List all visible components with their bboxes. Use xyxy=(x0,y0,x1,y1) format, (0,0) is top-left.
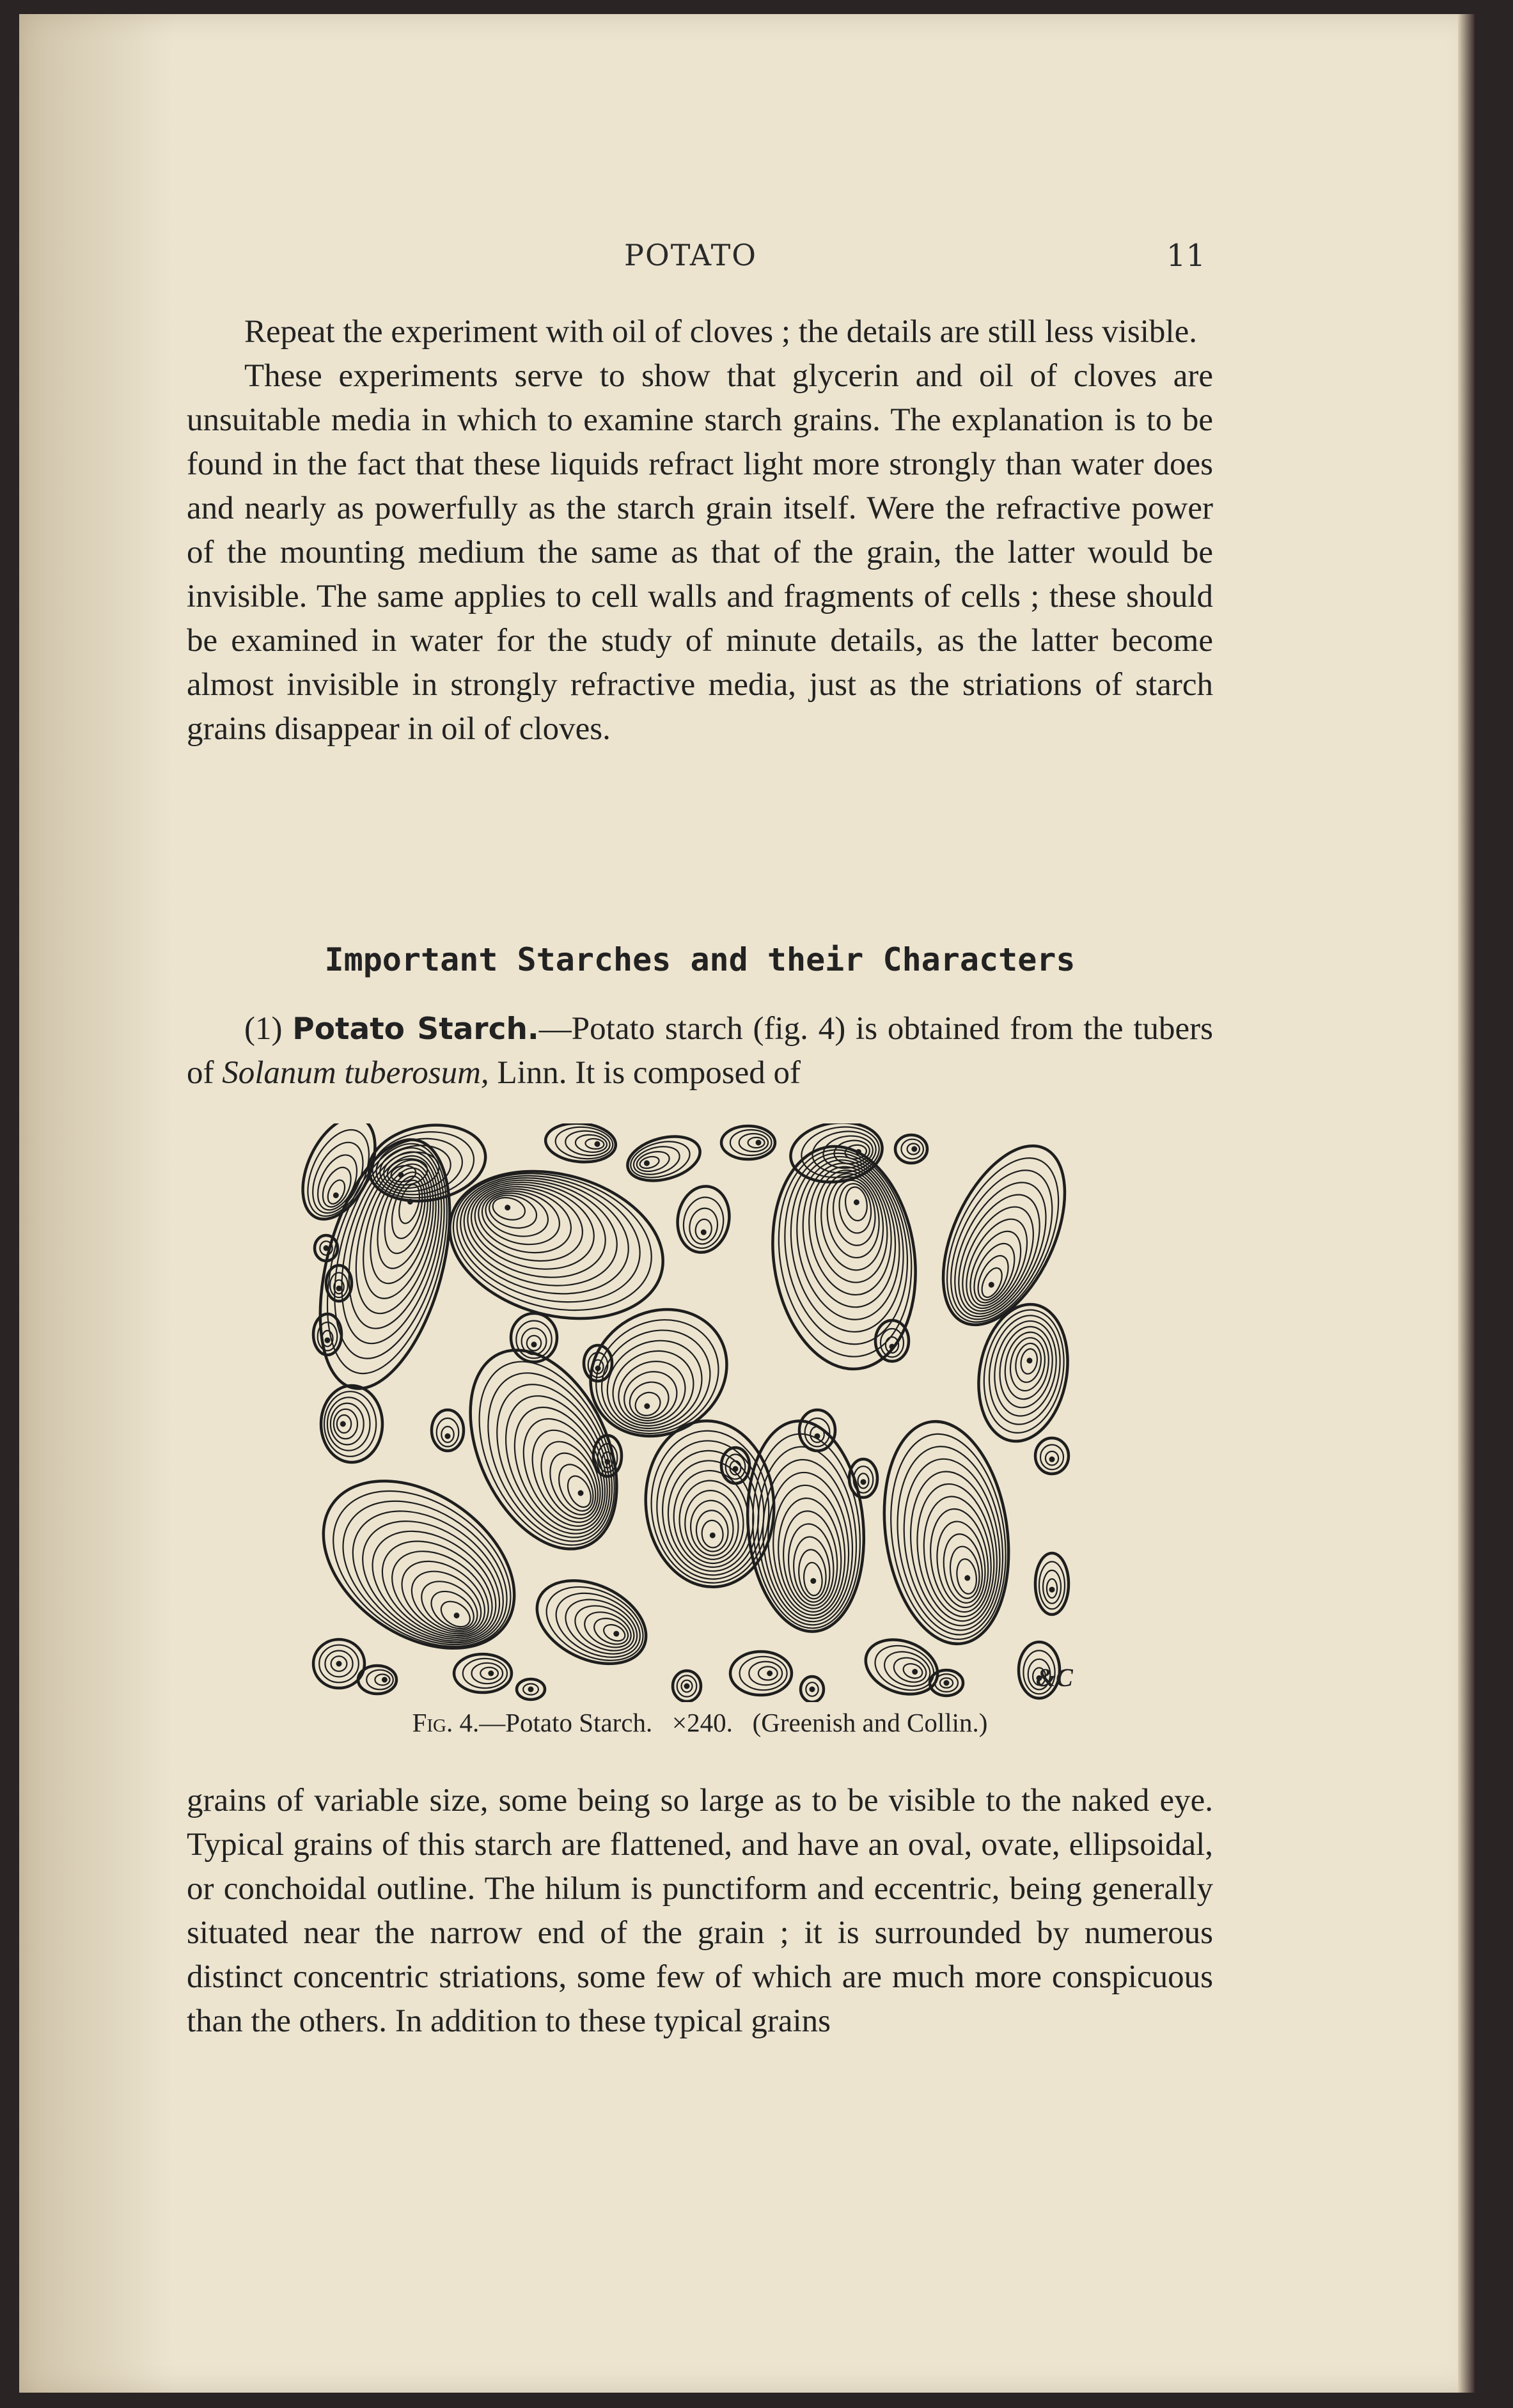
starch-grain xyxy=(673,1182,735,1256)
starch-grain xyxy=(673,1671,701,1701)
figure-potato-starch xyxy=(301,1123,1100,1702)
starch-grain xyxy=(799,1410,835,1451)
starch-grain xyxy=(721,1126,775,1159)
potato-text-before: —Potato starch (fig. 4) is obtained from the tubers of xyxy=(187,1011,1214,1091)
starch-grain xyxy=(895,1135,927,1163)
potato-text-after: Linn. It is composed of xyxy=(489,1055,801,1091)
spine-shadow xyxy=(19,14,173,2393)
starch-grain xyxy=(544,1123,618,1165)
starch-grain xyxy=(326,1265,352,1301)
page-edge xyxy=(1458,14,1475,2393)
figure-magnification: ×240. xyxy=(672,1708,733,1737)
starch-grain xyxy=(432,1410,464,1451)
book-page xyxy=(19,14,1475,2393)
paragraph-grains: grains of variable size, some being so large as to be visible to the naked eye. Typical grains of this starch are flattened, and have an oval, ovate, ellipsoidal, or conchoidal outline. The hilum is punctiform and eccentric, being generally situated near the narrow end of the grain ; it is surrounded by numerous distinct concentric striations, some few of which are much more conspicuous than the others. In addition to these typical grains xyxy=(187,1783,1213,2039)
starch-grain xyxy=(623,1129,705,1188)
starch-grain xyxy=(730,1652,792,1695)
item-number: (1) xyxy=(244,1011,283,1047)
starch-grain xyxy=(517,1679,545,1700)
starch-grain xyxy=(454,1654,512,1693)
top-text xyxy=(187,310,1213,751)
starch-grain xyxy=(321,1386,382,1462)
starch-grain xyxy=(358,1666,396,1694)
figure-credit: (Greenish and Collin.) xyxy=(752,1708,988,1737)
paragraph-experiments: These experiments serve to show that glycerin and oil of cloves are unsuitable media in which to examine starch grains. The explanation is to be found in the fact that these liquids refract light more strongly than water does and nearly as powerfully as the starch grain itself. Were the refractive power of the mounting medium the same as that of the grain, the latter would be invisible. The same applies to cell walls and fragments of cells ; these should be examined in water for the study of minute details, as the latter become almost invisible in strongly refractive media, just as the striations of starch grains disappear in oil of cloves. xyxy=(187,358,1213,747)
starch-grain xyxy=(1035,1438,1069,1474)
starch-grain xyxy=(968,1297,1078,1448)
bottom-text xyxy=(187,1779,1213,2044)
starch-grain xyxy=(930,1670,963,1696)
page-number: 11 xyxy=(1166,238,1205,274)
starch-grain xyxy=(918,1127,1090,1343)
starch-grain xyxy=(849,1459,877,1497)
starch-grain xyxy=(739,1416,872,1636)
starch-grain xyxy=(1035,1553,1069,1614)
paragraph-repeat: Repeat the experiment with oil of cloves ; the details are still less visible. xyxy=(244,314,1197,350)
potato-starch-paragraph xyxy=(187,1007,1213,1095)
figure-label: Fig. 4. xyxy=(412,1708,480,1737)
figure-caption-text: —Potato Starch. xyxy=(479,1708,653,1737)
species-name: Solanum tuberosum, xyxy=(222,1055,489,1091)
running-head xyxy=(176,238,1205,283)
engraver-initials: &C xyxy=(1036,1663,1073,1692)
figure-caption xyxy=(187,1707,1213,1738)
starch-grain xyxy=(801,1677,824,1702)
starch-grain xyxy=(524,1564,659,1680)
potato-starch-term: Potato Starch. xyxy=(292,1012,539,1047)
running-head-title: POTATO xyxy=(624,238,757,272)
starch-grains-illustration xyxy=(301,1123,1100,1702)
starch-grain xyxy=(871,1413,1023,1652)
starch-grain xyxy=(875,1320,909,1361)
section-heading: Important Starches and their Characters xyxy=(324,941,1076,978)
